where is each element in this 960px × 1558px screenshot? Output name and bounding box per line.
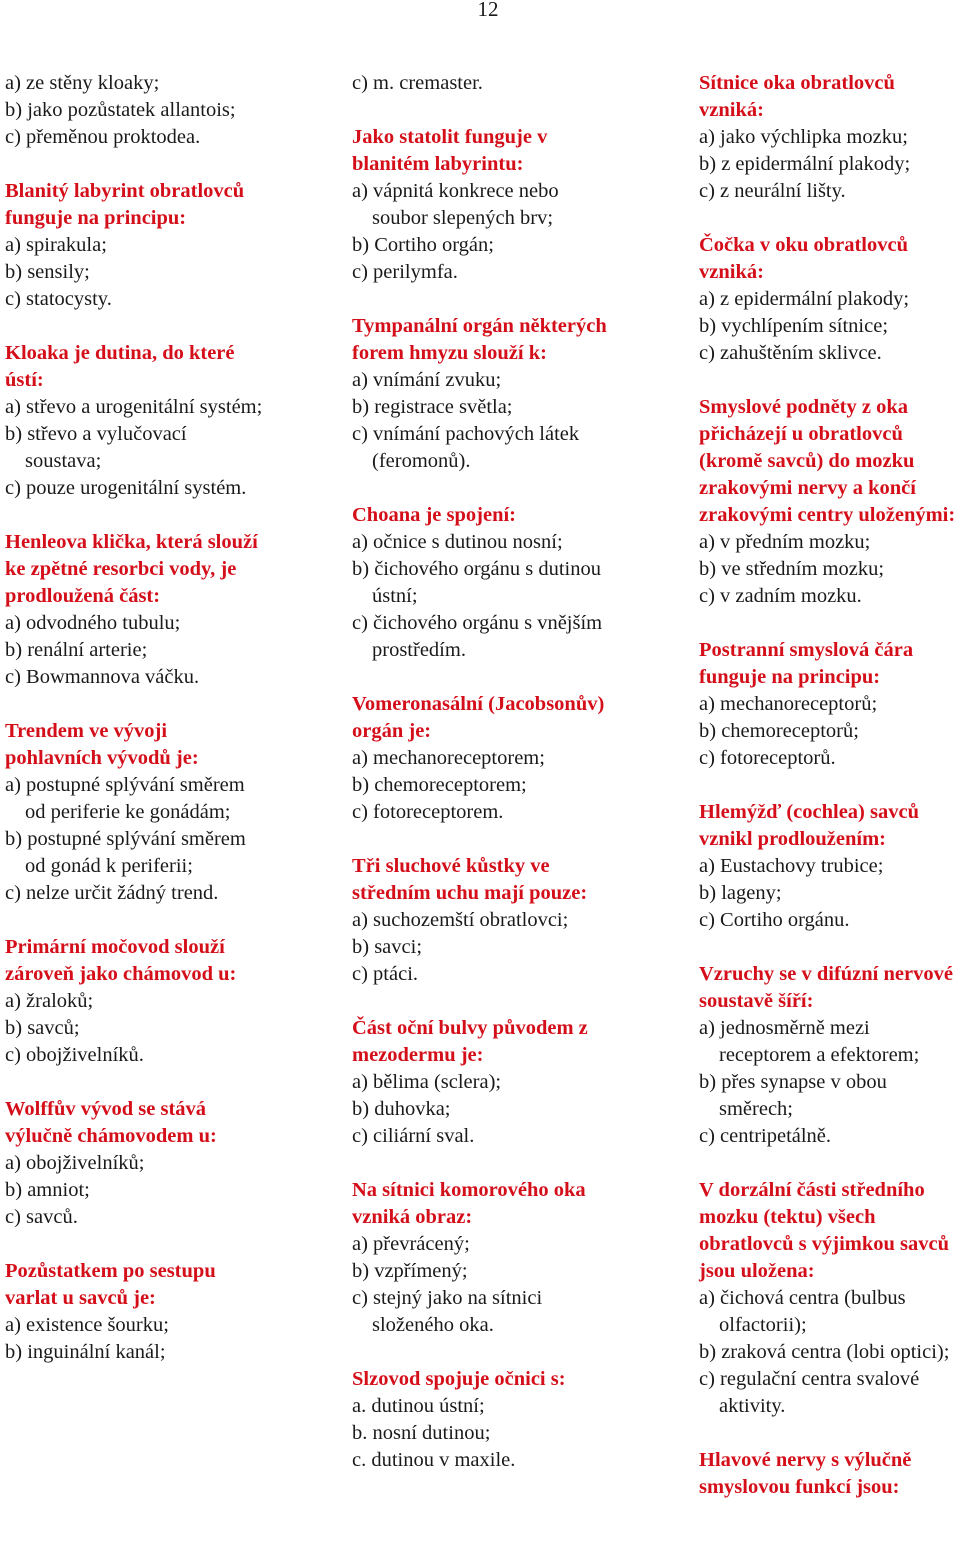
question-block: [5, 718, 267, 907]
answer-option: c) Cortiho orgánu.: [699, 909, 850, 931]
answer-option: a) odvodného tubulu;: [5, 612, 181, 634]
question-block: [352, 313, 614, 475]
question-text: Na sítnici komorového oka vzniká obraz:: [352, 1179, 586, 1228]
answer-option: c) Bowmannova váčku.: [5, 666, 200, 688]
answer-option: b) registrace světla;: [352, 396, 513, 418]
question-block: [699, 1447, 960, 1501]
answer-option: c) zahuštěním sklivce.: [699, 342, 882, 364]
answer-option: c) fotoreceptorů.: [699, 747, 836, 769]
answer-option: b) postupné splývání směrem od gonád k periferii;: [5, 828, 246, 877]
answer-option: a) v předním mozku;: [699, 531, 871, 553]
question-text: Choana je spojení:: [352, 504, 517, 526]
answer-option: c) přeměnou proktodea.: [5, 126, 201, 148]
question-text: Trendem ve vývoji pohlavních vývodů je:: [5, 720, 199, 769]
question-text: Primární močovod slouží zároveň jako chámovod u:: [5, 936, 237, 985]
answer-option: c) z neurální lišty.: [699, 180, 846, 202]
answer-option: b) savci;: [352, 936, 423, 958]
answer-option: b) renální arterie;: [5, 639, 148, 661]
answer-option: a) očnice s dutinou nosní;: [352, 531, 563, 553]
question-text: Slzovod spojuje očnici s:: [352, 1368, 566, 1390]
question-text: Hlemýžď (cochlea) savců vznikl prodloužením:: [699, 801, 919, 850]
answer-option: c) m. cremaster.: [352, 72, 483, 94]
answer-option: a) vnímání zvuku;: [352, 369, 502, 391]
answer-option: c) ciliární sval.: [352, 1125, 475, 1147]
question-block: [352, 1015, 614, 1150]
question-text: Postranní smyslová čára funguje na principu:: [699, 639, 914, 688]
question-text: Pozůstatkem po sestupu varlat u savců je:: [5, 1260, 216, 1309]
answer-option: c) pouze urogenitální systém.: [5, 477, 247, 499]
answer-option: b) lageny;: [699, 882, 782, 904]
answer-option: a) převrácený;: [352, 1233, 470, 1255]
question-text: Jako statolit funguje v blanitém labyrintu:: [352, 126, 548, 175]
answer-option: c) statocysty.: [5, 288, 112, 310]
answer-option: b) vzpřímený;: [352, 1260, 468, 1282]
answer-option: b) Cortiho orgán;: [352, 234, 494, 256]
answer-option: c) centripetálně.: [699, 1125, 832, 1147]
column-1: [5, 70, 267, 1366]
answer-option: b) čichového orgánu s dutinou ústní;: [352, 558, 601, 607]
question-block: [699, 1177, 960, 1420]
answer-option: a) vápnitá konkrece nebo soubor slepených brv;: [352, 180, 559, 229]
question-block: [699, 799, 960, 934]
question-block: [699, 394, 960, 610]
answer-option: a) jako výchlipka mozku;: [699, 126, 908, 148]
answer-option: a) jednosměrně mezi receptorem a efektorem;: [699, 1017, 920, 1066]
answer-option: b) sensily;: [5, 261, 90, 283]
answer-option: b) inguinální kanál;: [5, 1341, 166, 1363]
answer-option: a) suchozemští obratlovci;: [352, 909, 569, 931]
question-block: [5, 1258, 267, 1366]
question-block: [5, 70, 267, 151]
question-text: Čočka v oku obratlovců vzniká:: [699, 234, 909, 283]
answer-option: c. dutinou v maxile.: [352, 1449, 516, 1471]
answer-option: a) čichová centra (bulbus olfactorii);: [699, 1287, 906, 1336]
answer-option: a) mechanoreceptorem;: [352, 747, 545, 769]
answer-option: b) duhovka;: [352, 1098, 451, 1120]
question-block: [699, 232, 960, 367]
question-block: [352, 502, 614, 664]
question-text: Tři sluchové kůstky ve středním uchu mají pouze:: [352, 855, 588, 904]
answer-option: c) fotoreceptorem.: [352, 801, 504, 823]
answer-option: b) vychlípením sítnice;: [699, 315, 889, 337]
question-block: [5, 934, 267, 1069]
answer-option: c) perilymfa.: [352, 261, 458, 283]
question-text: Sítnice oka obratlovců vzniká:: [699, 72, 895, 121]
question-text: Smyslové podněty z oka přicházejí u obratlovců (kromě savců) do mozku zrakovými nervy a končí zrakovými centry uloženými:: [699, 396, 956, 526]
answer-option: a) obojživelníků;: [5, 1152, 145, 1174]
question-text: Vzruchy se v difúzní nervové soustavě šíří:: [699, 963, 953, 1012]
answer-option: c) nelze určit žádný trend.: [5, 882, 219, 904]
answer-option: a) spirakula;: [5, 234, 107, 256]
answer-option: a) mechanoreceptorů;: [699, 693, 878, 715]
question-block: [699, 961, 960, 1150]
answer-option: b) jako pozůstatek allantois;: [5, 99, 236, 121]
question-block: [352, 1366, 614, 1474]
answer-option: b) přes synapse v obou směrech;: [699, 1071, 887, 1120]
answer-option: b) chemoreceptorem;: [352, 774, 527, 796]
question-block: [352, 1177, 614, 1339]
question-block: [5, 1096, 267, 1231]
answer-option: a) střevo a urogenitální systém;: [5, 396, 263, 418]
answer-option: c) v zadním mozku.: [699, 585, 862, 607]
question-text: Hlavové nervy s výlučně smyslovou funkcí jsou:: [699, 1449, 912, 1498]
answer-option: a) existence šourku;: [5, 1314, 169, 1336]
question-text: Wolffův vývod se stává výlučně chámovodem u:: [5, 1098, 217, 1147]
answer-option: a) ze stěny kloaky;: [5, 72, 160, 94]
question-text: Henleova klička, která slouží ke zpětné resorbci vody, je prodloužená část:: [5, 531, 258, 607]
answer-option: b) střevo a vylučovací soustava;: [5, 423, 187, 472]
answer-option: a) žraloků;: [5, 990, 94, 1012]
answer-option: a) Eustachovy trubice;: [699, 855, 884, 877]
answer-option: c) savců.: [5, 1206, 78, 1228]
answer-option: b) zraková centra (lobi optici);: [699, 1341, 950, 1363]
question-block: [352, 853, 614, 988]
question-block: [352, 691, 614, 826]
question-text: Kloaka je dutina, do které ústí:: [5, 342, 235, 391]
question-block: [5, 178, 267, 313]
question-text: Blanitý labyrint obratlovců funguje na principu:: [5, 180, 245, 229]
question-text: Vomeronasální (Jacobsonův) orgán je:: [352, 693, 605, 742]
question-block: [699, 637, 960, 772]
question-text: V dorzální části středního mozku (tektu) všech obratlovců s výjimkou savců jsou uložena:: [699, 1179, 950, 1282]
answer-option: b. nosní dutinou;: [352, 1422, 491, 1444]
question-block: [5, 340, 267, 502]
question-block: [352, 124, 614, 286]
question-block: [699, 70, 960, 205]
answer-option: a) bělima (sclera);: [352, 1071, 502, 1093]
answer-option: c) čichového orgánu s vnějším prostředím.: [352, 612, 603, 661]
question-text: Tympanální orgán některých forem hmyzu slouží k:: [352, 315, 607, 364]
column-2: [352, 70, 614, 1474]
answer-option: a) postupné splývání směrem od periferie ke gonádám;: [5, 774, 245, 823]
answer-option: a. dutinou ústní;: [352, 1395, 485, 1417]
answer-option: a) z epidermální plakody;: [699, 288, 910, 310]
question-block: [352, 70, 614, 97]
answer-option: b) z epidermální plakody;: [699, 153, 911, 175]
answer-option: c) ptáci.: [352, 963, 419, 985]
answer-option: c) obojživelníků.: [5, 1044, 144, 1066]
question-text: Část oční bulvy původem z mezodermu je:: [352, 1017, 588, 1066]
answer-option: b) savců;: [5, 1017, 80, 1039]
answer-option: c) stejný jako na sítnici složeného oka.: [352, 1287, 543, 1336]
page-number: 12: [477, 0, 499, 21]
answer-option: c) regulační centra svalové aktivity.: [699, 1368, 920, 1417]
question-block: [5, 529, 267, 691]
column-3: [699, 70, 960, 1501]
answer-option: b) chemoreceptorů;: [699, 720, 859, 742]
answer-option: c) vnímání pachových látek (feromonů).: [352, 423, 580, 472]
answer-option: b) amniot;: [5, 1179, 90, 1201]
answer-option: b) ve středním mozku;: [699, 558, 885, 580]
